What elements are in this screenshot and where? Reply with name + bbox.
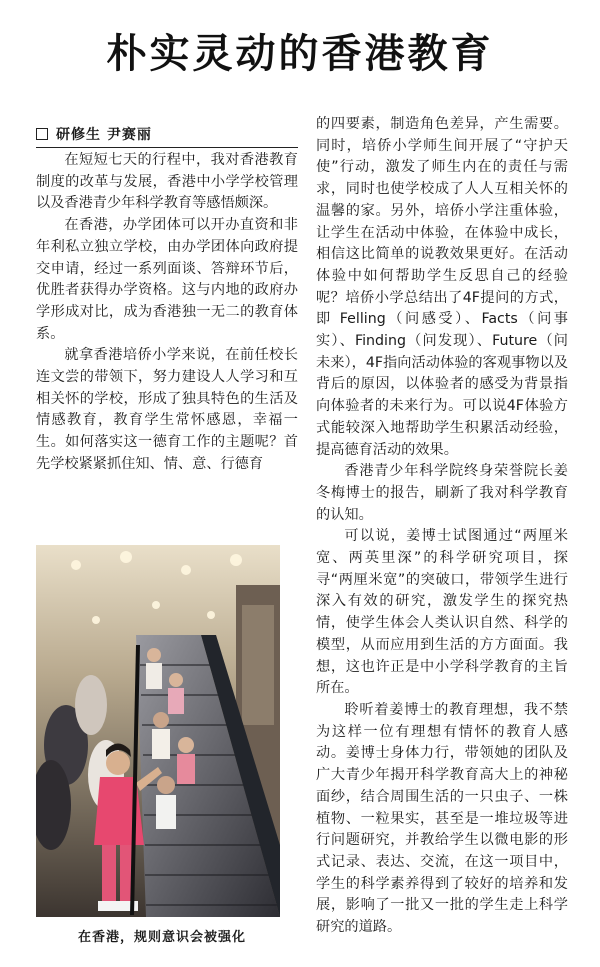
paragraph: 的四要素，制造角色差异，产生需要。同时，培侨小学师生间开展了“守护天使”行动，激发了师生内在的责任与需求，同时也使学校成了人人互相关怀的温馨的家。另外，培侨小学注重体验，让学生在活动中体验，在体验中成长，相信这比简单的说教效果更好。在活动体验中如何帮助学生反思自己的经验呢？培侨小学总结出了4F提问的方式，即 Felling（问感受）、Facts（问事实）、Finding（问发现）、Future（问未来），4F指向活动体验的客观事物以及背后的原因，以体验者的感受为背景指向体验者的未来行为。可以说4F体验方式能较深入地帮助学生积累活动经验，提高德育活动的效果。 <box>316 116 568 458</box>
byline-block <box>36 124 298 148</box>
article-title: 朴实灵动的香港教育 <box>106 30 494 77</box>
paragraph: 香港青少年科学院终身荣誉院长姜冬梅博士的报告，刷新了我对科学教育的认知。 <box>316 463 568 523</box>
photo-caption: 在香港，规则意识会被强化 <box>77 930 246 945</box>
paragraph: 在香港，办学团体可以开办直资和非年利私立独立学校，由办学团体向政府提交申请，经过一系列面谈、答辩环节后，优胜者获得办学资格。这与内地的政府办学形成对比，成为香港独一无二的教育体系。 <box>36 217 298 342</box>
right-column <box>316 114 568 939</box>
square-bullet-icon <box>36 128 48 140</box>
escalator-photo <box>36 545 280 917</box>
paragraph: 在短短七天的行程中，我对香港教育制度的改革与发展，香港中小学学校管理以及香港青少年科学教育等感悟颇深。 <box>36 152 298 212</box>
left-column <box>36 150 298 476</box>
paragraph: 聆听着姜博士的教育理想，我不禁为这样一位有理想有情怀的教育人感动。姜博士身体力行，带领她的团队及广大青少年揭开科学教育高大上的神秘面纱，结合周围生活的一只虫子、一株植物、一粒果实，甚至是一堆垃圾等进行问题研究，并教给学生以微电影的形式记录、表达、交流，在这一项目中，学生的科学素养得到了较好的培养和发展，影响了一批又一批的学生走上科学研究的道路。 <box>316 701 568 936</box>
paragraph: 可以说，姜博士试图通过“两厘米宽、两英里深”的科学研究项目，探寻“两厘米宽”的突破口，带领学生进行深入有效的研究，激发学生的探究热情，使学生体会人类认识自然、科学的模型，从而应用到生活的方方面面。我想，这也许正是中小学科学教育的主旨所在。 <box>316 528 568 697</box>
author-byline: 研修生 尹赛丽 <box>56 127 152 143</box>
paragraph: 就拿香港培侨小学来说，在前任校长连文尝的带领下，努力建设人人学习和互相关怀的学校，形成了独具特色的生活及情感教育，教育学生常怀感恩，幸福一生。如何落实这一德育工作的主题呢？首先学校紧紧抓住知、情、意、行德育 <box>36 347 298 472</box>
